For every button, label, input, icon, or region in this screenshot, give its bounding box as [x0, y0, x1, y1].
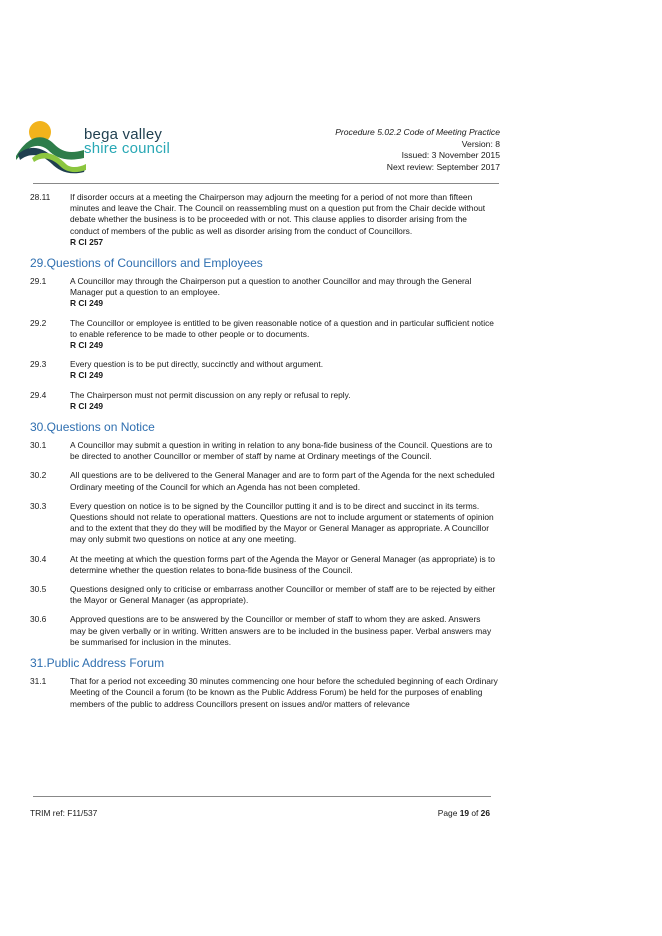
- clause-number: 30.3: [30, 500, 47, 511]
- logo-line-1: bega valley: [84, 126, 163, 143]
- clause-30-6: [30, 614, 498, 648]
- page-number: [438, 808, 490, 818]
- clause-28-11: [30, 192, 498, 248]
- clause-text: The Chairperson must not permit discussion on any reply or refusal to reply.: [70, 389, 351, 400]
- clause-reference: R Cl 249: [70, 340, 104, 351]
- clause-reference: R Cl 249: [70, 400, 104, 411]
- version-text: Version: 8: [461, 138, 500, 149]
- clause-number: 29.1: [30, 276, 47, 287]
- clause-text: All questions are to be delivered to the General Manager and are to form part of the Agenda for the next scheduled Ordinary meeting of the Council for which an Agenda has not been completed.: [70, 470, 495, 492]
- clause-text: A Councillor may submit a question in writing in relation to any bona-fide business of the Council. Questions are to be directed to another Councillor or member of staff by name at Ordinary meetings of the Council.: [70, 440, 493, 462]
- clause-text: That for a period not exceeding 30 minutes commencing one hour before the scheduled beginning of each Ordinary Meeting of the Council a forum (to be known as the Public Address Forum) be held for the purposes of enabling members of the public to address Councillors present on issues and/or matters of relevance: [70, 676, 498, 709]
- clause-number: 30.6: [30, 614, 47, 625]
- of-word: of: [471, 808, 479, 818]
- section-heading-31: 31.Public Address Forum: [30, 656, 165, 671]
- logo-wordmark: [84, 128, 170, 156]
- clause-number: 31.1: [30, 676, 47, 687]
- clause-number: 30.2: [30, 470, 47, 481]
- page-word: Page: [437, 808, 458, 818]
- clause-number: 30.1: [30, 440, 47, 451]
- clause-text: Every question is to be put directly, succinctly and without argument.: [70, 359, 324, 370]
- clause-text: A Councillor may through the Chairperson put a question to another Councillor and may through the General Manager put a question to an employee.: [70, 276, 472, 298]
- clause-number: 29.4: [30, 389, 47, 400]
- document-meta: [335, 127, 500, 173]
- clause-30-3: [30, 501, 498, 546]
- procedure-title: Procedure 5.02.2 Code of Meeting Practice: [335, 127, 500, 137]
- clause-number: 30.5: [30, 584, 47, 595]
- clause-reference: R Cl 257: [70, 236, 104, 247]
- page-footer: [30, 808, 490, 818]
- document-body: [30, 192, 498, 718]
- clause-number: 29.3: [30, 359, 47, 370]
- clause-30-1: [30, 440, 498, 462]
- clause-reference: R Cl 249: [70, 298, 104, 309]
- clause-text: The Councillor or employee is entitled to be given reasonable notice of a question and in particular sufficient notice to enable reference to be made to other people or to documents.: [70, 317, 494, 339]
- total-pages: 26: [480, 808, 490, 818]
- clause-text: Approved questions are to be answered by the Councillor or member of staff to whom they are asked. Answers may be given verbally or in writing. Written answers are to be included in the business paper. Verbal answers may be summarised for inclusion in the minutes.: [70, 614, 492, 647]
- clause-29-3: [30, 359, 498, 381]
- clause-number: 29.2: [30, 317, 47, 328]
- clause-31-1: [30, 676, 498, 710]
- clause-text: Questions designed only to criticise or embarrass another Councillor or member of staff are to be rejected by either the Mayor or General Manager (as appropriate).: [70, 584, 496, 606]
- clause-number: 28.11: [30, 192, 51, 202]
- trim-reference: TRIM ref: F11/537: [30, 808, 98, 818]
- clause-number: 30.4: [30, 553, 47, 564]
- clause-reference: R Cl 249: [70, 370, 104, 381]
- next-review-text: Next review: September 2017: [386, 161, 500, 172]
- clause-30-2: [30, 470, 498, 492]
- clause-text: At the meeting at which the question forms part of the Agenda the Mayor or General Manager (as appropriate) is to determine whether the question relates to bona-fide business of the Council.: [70, 553, 496, 575]
- section-heading-29: 29.Questions of Councillors and Employees: [30, 256, 263, 271]
- clause-30-4: [30, 554, 498, 576]
- clause-29-4: [30, 390, 498, 412]
- clause-30-5: [30, 584, 498, 606]
- header-divider: [33, 183, 499, 184]
- current-page: 19: [459, 808, 470, 818]
- footer-divider: [33, 796, 491, 797]
- issued-text: Issued: 3 November 2015: [401, 150, 500, 161]
- logo-line-2: shire council: [84, 140, 170, 157]
- section-heading-30: 30.Questions on Notice: [30, 420, 155, 435]
- clause-29-2: [30, 318, 498, 352]
- clause-text: If disorder occurs at a meeting the Chairperson may adjourn the meeting for a period of not more than fifteen minutes and leave the Chair. The Council on reassembling must on a question put from the Chair decide without debate whether the business is to be proceeded with or not. This clause applies to disorder arising from the conduct of members of the public as well as disorder arising from the conduct of Councillors.: [70, 192, 486, 236]
- clause-29-1: [30, 276, 498, 310]
- clause-text: Every question on notice is to be signed by the Councillor putting it and is to be direct and succinct in its terms. Questions should not relate to operational matters. Questions are not to include argument or statements of opinion and to the extent that they do they will be modified by the Mayor or General Manager as appropriate. A Councillor may only submit two questions on notice at any one meeting.: [70, 500, 494, 545]
